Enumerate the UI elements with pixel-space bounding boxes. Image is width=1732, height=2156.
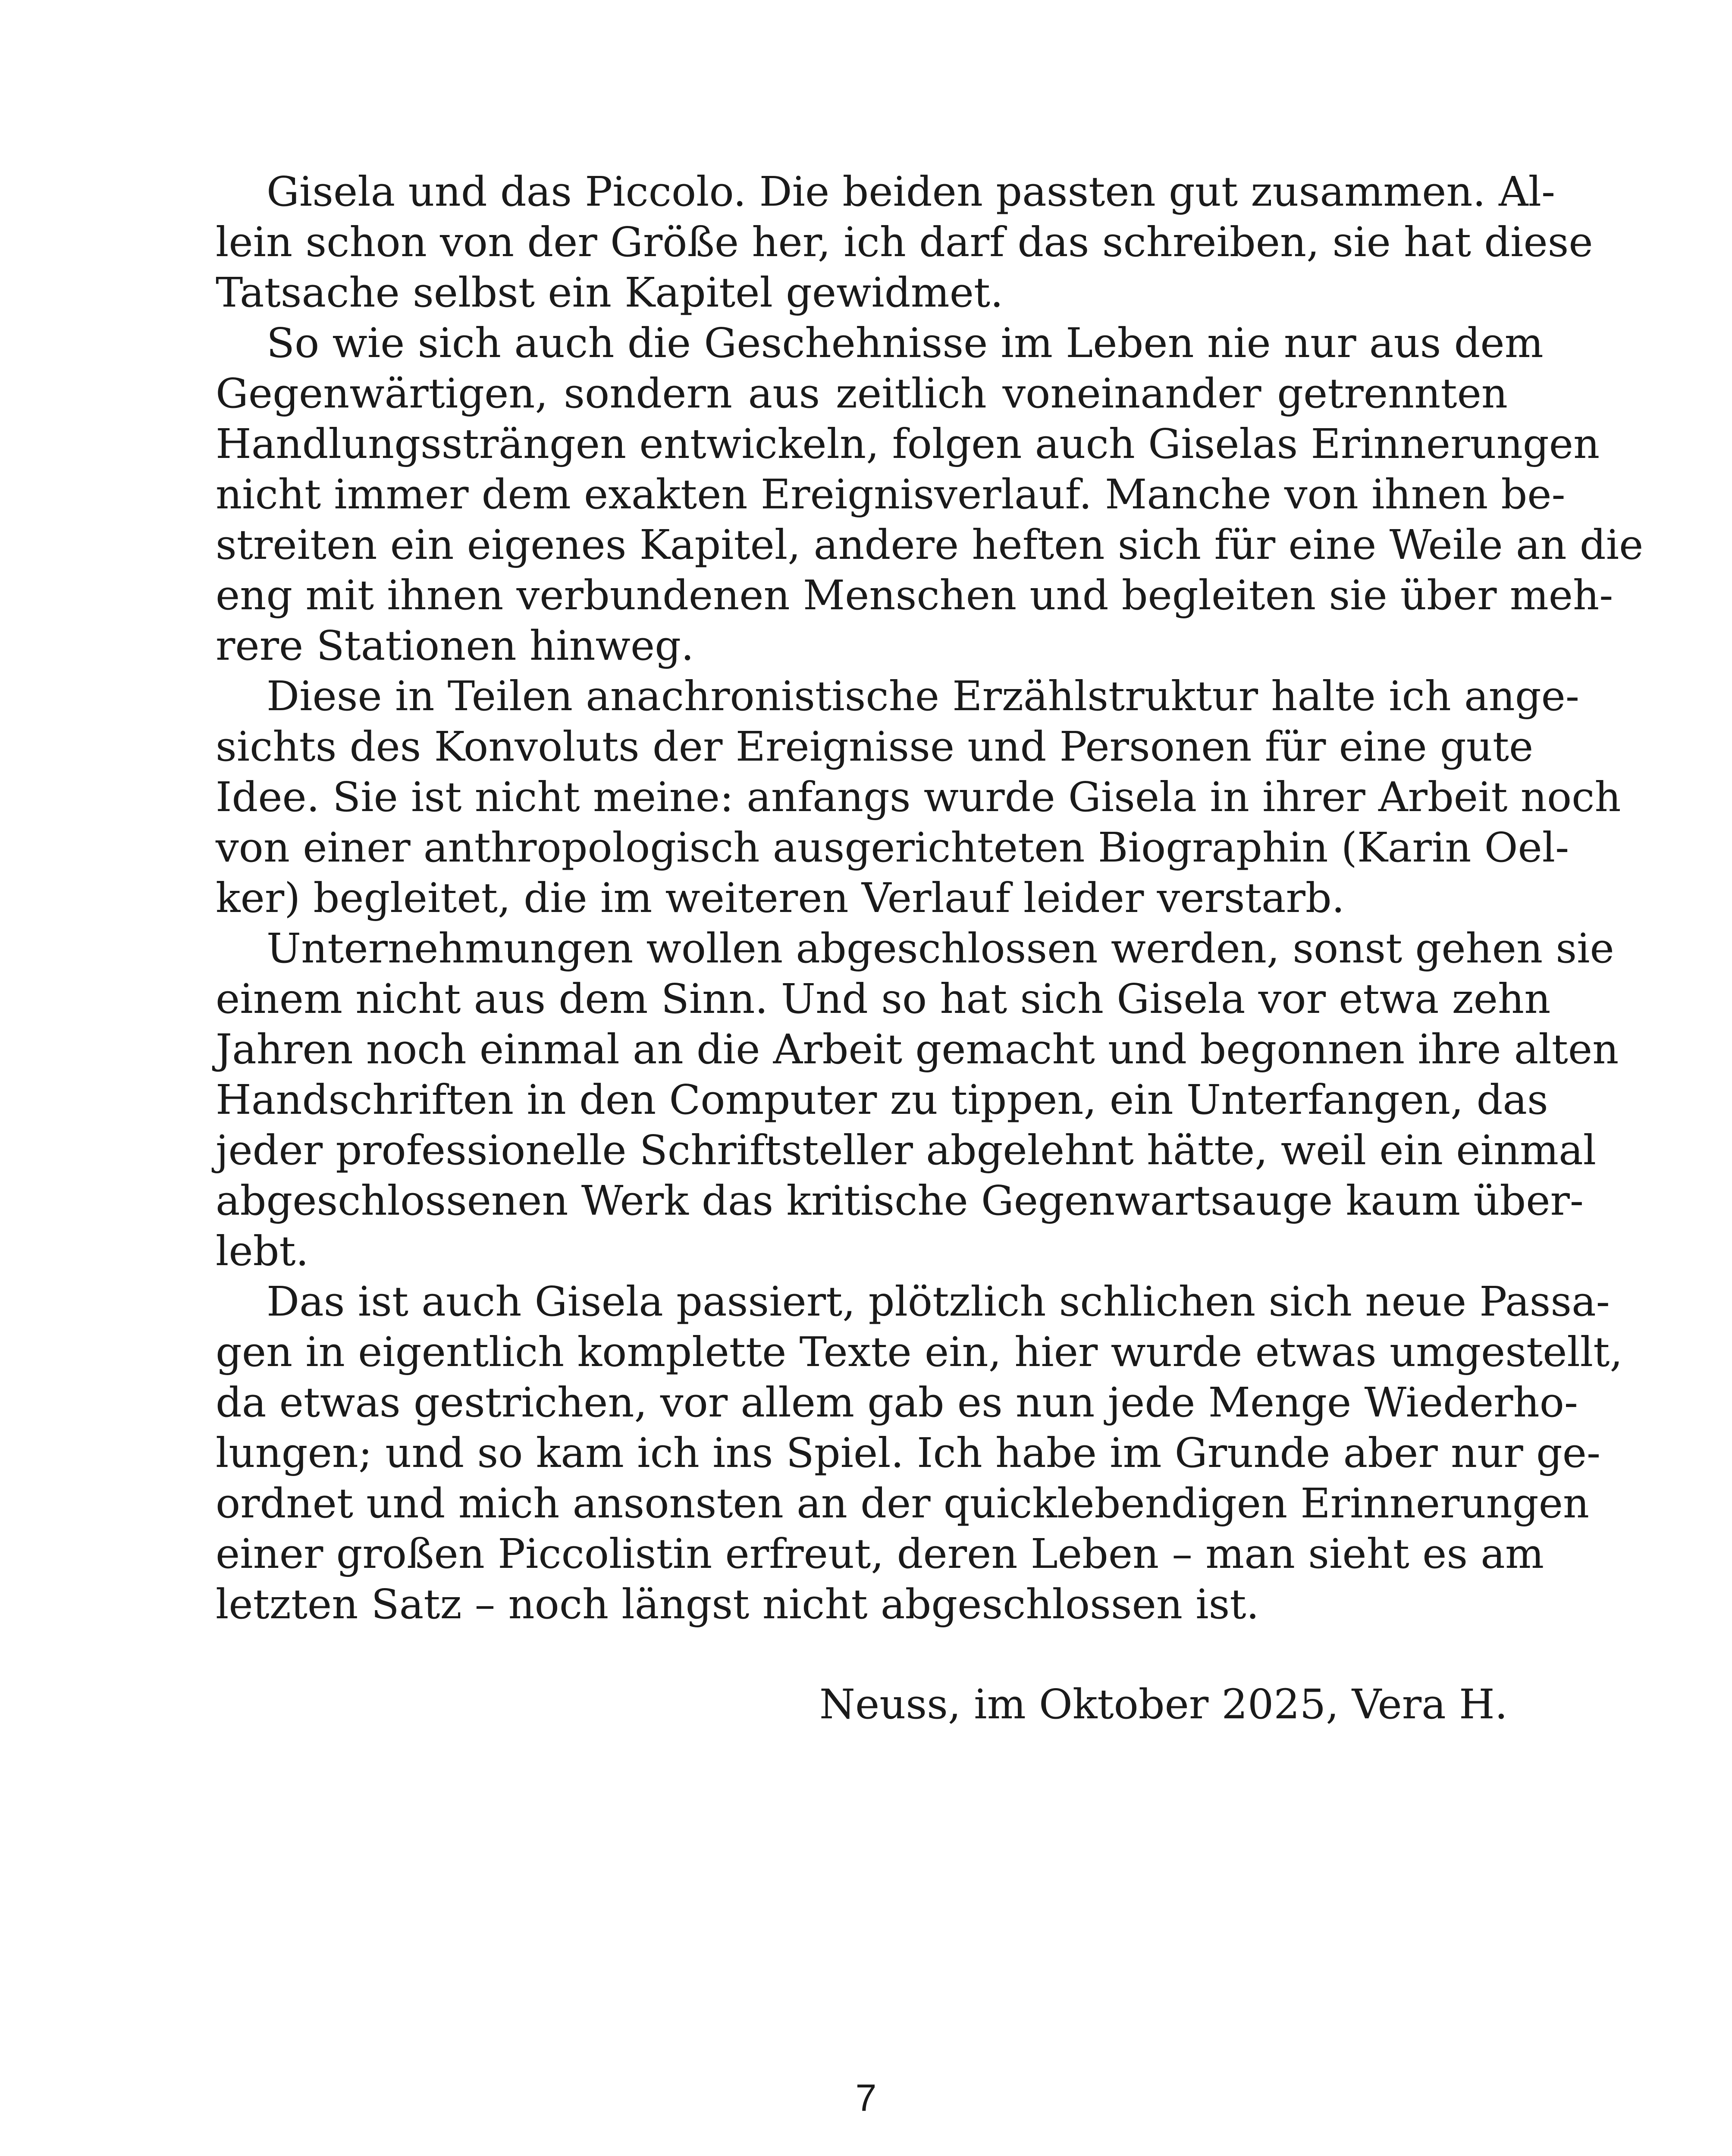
- text-line: da etwas gestrichen, vor allem gab es nun jede Menge Wiederho-: [216, 1379, 1578, 1426]
- text-line: lungen; und so kam ich ins Spiel. Ich habe im Grunde aber nur ge-: [216, 1429, 1601, 1477]
- text-line: So wie sich auch die Geschehnisse im Leben nie nur aus dem: [267, 320, 1544, 367]
- text-line: letzten Satz – noch längst nicht abgeschlossen ist.: [216, 1581, 1259, 1628]
- signature-line: Neuss, im Oktober 2025, Vera H.: [819, 1681, 1508, 1728]
- text-line: abgeschlossenen Werk das kritische Gegenwartsauge kaum über-: [216, 1177, 1584, 1225]
- text-line: lebt.: [216, 1228, 309, 1275]
- text-line: gen in eigentlich komplette Texte ein, hier wurde etwas umgestellt,: [216, 1329, 1623, 1376]
- text-line: Unternehmungen wollen abgeschlossen werden, sonst gehen sie: [267, 925, 1614, 972]
- text-line: streiten ein eigenes Kapitel, andere heften sich für eine Weile an die: [216, 521, 1644, 569]
- text-line: Jahren noch einmal an die Arbeit gemacht und begonnen ihre alten: [216, 1026, 1619, 1073]
- text-line: Das ist auch Gisela passiert, plötzlich schlichen sich neue Passa-: [267, 1278, 1610, 1326]
- text-line: Idee. Sie ist nicht meine: anfangs wurde Gisela in ihrer Arbeit noch: [216, 774, 1621, 821]
- text-line: eng mit ihnen verbundenen Menschen und begleiten sie über meh-: [216, 572, 1613, 619]
- text-line: Tatsache selbst ein Kapitel gewidmet.: [216, 269, 1004, 317]
- text-line: Handlungssträngen entwickeln, folgen auch Giselas Erinnerungen: [216, 420, 1600, 468]
- text-line: Handschriften in den Computer zu tippen, ein Unterfangen, das: [216, 1076, 1548, 1124]
- text-line: Diese in Teilen anachronistische Erzählstruktur halte ich ange-: [267, 673, 1579, 720]
- text-line: Gegenwärtigen, sondern aus zeitlich voneinander getrennten: [216, 370, 1508, 417]
- text-line: Gisela und das Piccolo. Die beiden passten gut zusammen. Al-: [267, 168, 1556, 216]
- text-line: ker) begleitet, die im weiteren Verlauf leider verstarb.: [216, 874, 1345, 922]
- text-line: einer großen Piccolistin erfreut, deren Leben – man sieht es am: [216, 1530, 1544, 1578]
- text-line: ordnet und mich ansonsten an der quicklebendigen Erinnerungen: [216, 1480, 1590, 1527]
- text-line: rere Stationen hinweg.: [216, 622, 694, 670]
- text-line: lein schon von der Größe her, ich darf das schreiben, sie hat diese: [216, 219, 1593, 266]
- page-number: 7: [855, 2076, 877, 2119]
- text-line: sichts des Konvoluts der Ereignisse und Personen für eine gute: [216, 723, 1534, 771]
- text-line: nicht immer dem exakten Ereignisverlauf. Manche von ihnen be-: [216, 471, 1566, 518]
- text-line: einem nicht aus dem Sinn. Und so hat sich Gisela vor etwa zehn: [216, 975, 1551, 1023]
- text-line: jeder professionelle Schriftsteller abgelehnt hätte, weil ein einmal: [216, 1127, 1597, 1174]
- text-line: von einer anthropologisch ausgerichteten Biographin (Karin Oel-: [216, 824, 1569, 871]
